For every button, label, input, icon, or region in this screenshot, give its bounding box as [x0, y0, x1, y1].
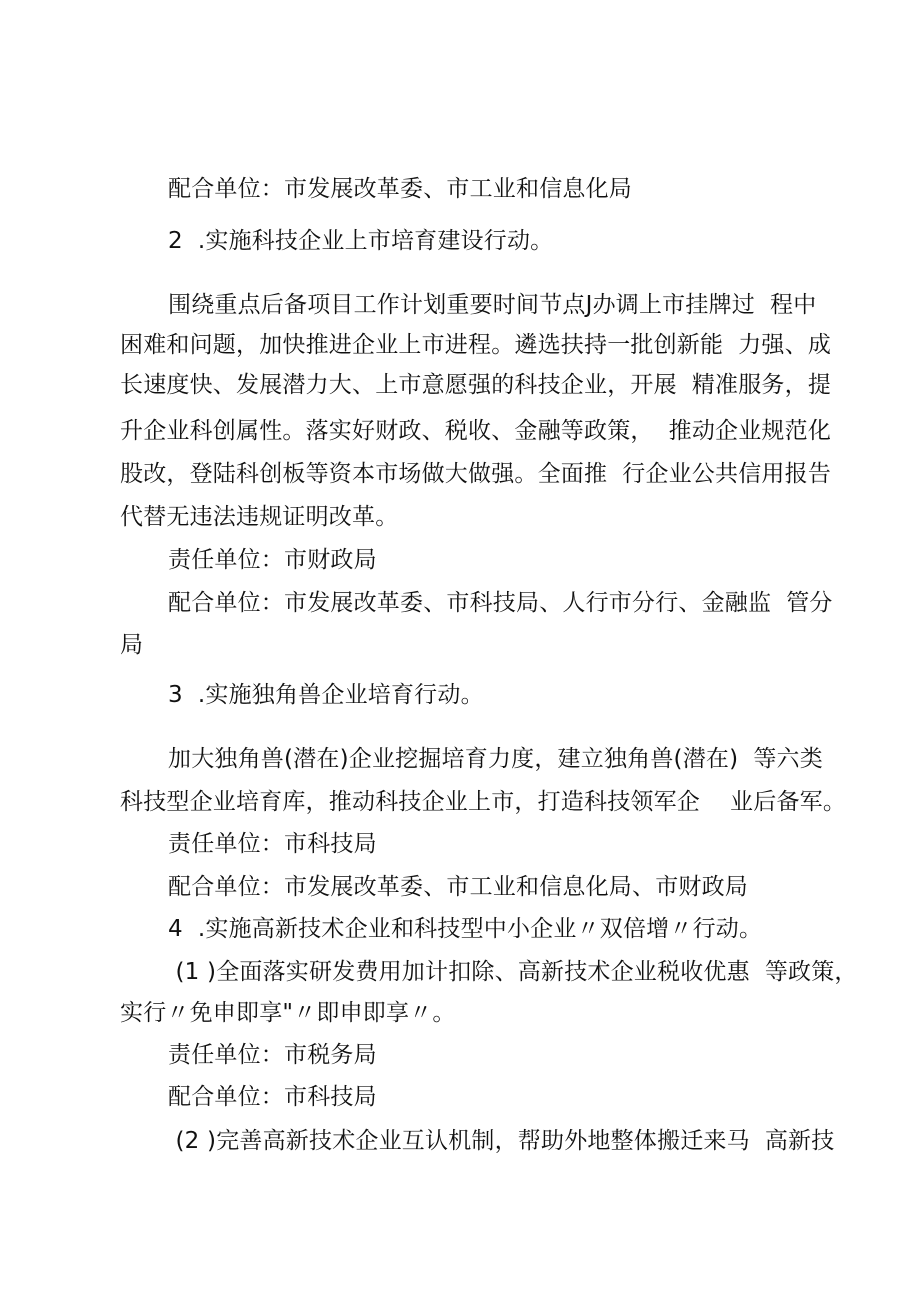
paragraph-line: (1 )全面落实研发费用加计扣除、高新技术企业税收优惠 等政策，: [168, 959, 858, 985]
paragraph-line: 实行〃免申即享"〃即申即享〃。: [120, 1000, 456, 1026]
paragraph-line: 科技型企业培育库，推动科技企业上市，打造科技领军企 业后备军。: [120, 789, 847, 815]
paragraph-line: 加大独角兽(潜在)企业挖掘培育力度，建立独角兽(潜在) 等六类: [168, 746, 823, 772]
paragraph-line: 配合单位：市发展改革委、市工业和信息化局: [168, 176, 632, 202]
paragraph-line: 股改，登陆科创板等资本市场做大做强。全面推 行企业公共信用报告: [120, 461, 832, 487]
paragraph-line: 升企业科创属性。落实好财政、税收、金融等政策， 推动企业规范化: [120, 418, 832, 444]
paragraph-line: 配合单位：市科技局: [168, 1084, 377, 1110]
paragraph-line: 代替无违法违规证明改革。: [120, 504, 399, 530]
paragraph-line: (2 )完善高新技术企业互认机制，帮助外地整体搬迁来马 高新技: [168, 1128, 835, 1154]
paragraph-line: 配合单位：市发展改革委、市工业和信息化局、市财政局: [168, 874, 748, 900]
paragraph-line: 责任单位：市财政局: [168, 547, 377, 573]
paragraph-line: 责任单位：市税务局: [168, 1042, 377, 1068]
section-heading: 3 .实施独角兽企业培育行动。: [168, 682, 484, 708]
paragraph-line: 围绕重点后备项目工作计划重要时间节点J办调上市挂牌过 程中: [168, 292, 817, 318]
paragraph-line: 局: [120, 632, 144, 658]
section-heading: 4 .实施高新技术企业和科技型中小企业〃双倍增〃行动。: [168, 916, 763, 942]
paragraph-line: 长速度快、发展潜力大、上市意愿强的科技企业，开展 精准服务，提: [120, 372, 832, 398]
paragraph-line: 困难和问题，加快推进企业上市进程。遴选扶持一批创新能 力强、成: [120, 332, 832, 358]
paragraph-line: 责任单位：市科技局: [168, 831, 377, 857]
section-heading: 2 .实施科技企业上市培育建设行动。: [168, 228, 554, 254]
paragraph-line: 配合单位：市发展改革委、市科技局、人行市分行、金融监 管分: [168, 590, 833, 616]
